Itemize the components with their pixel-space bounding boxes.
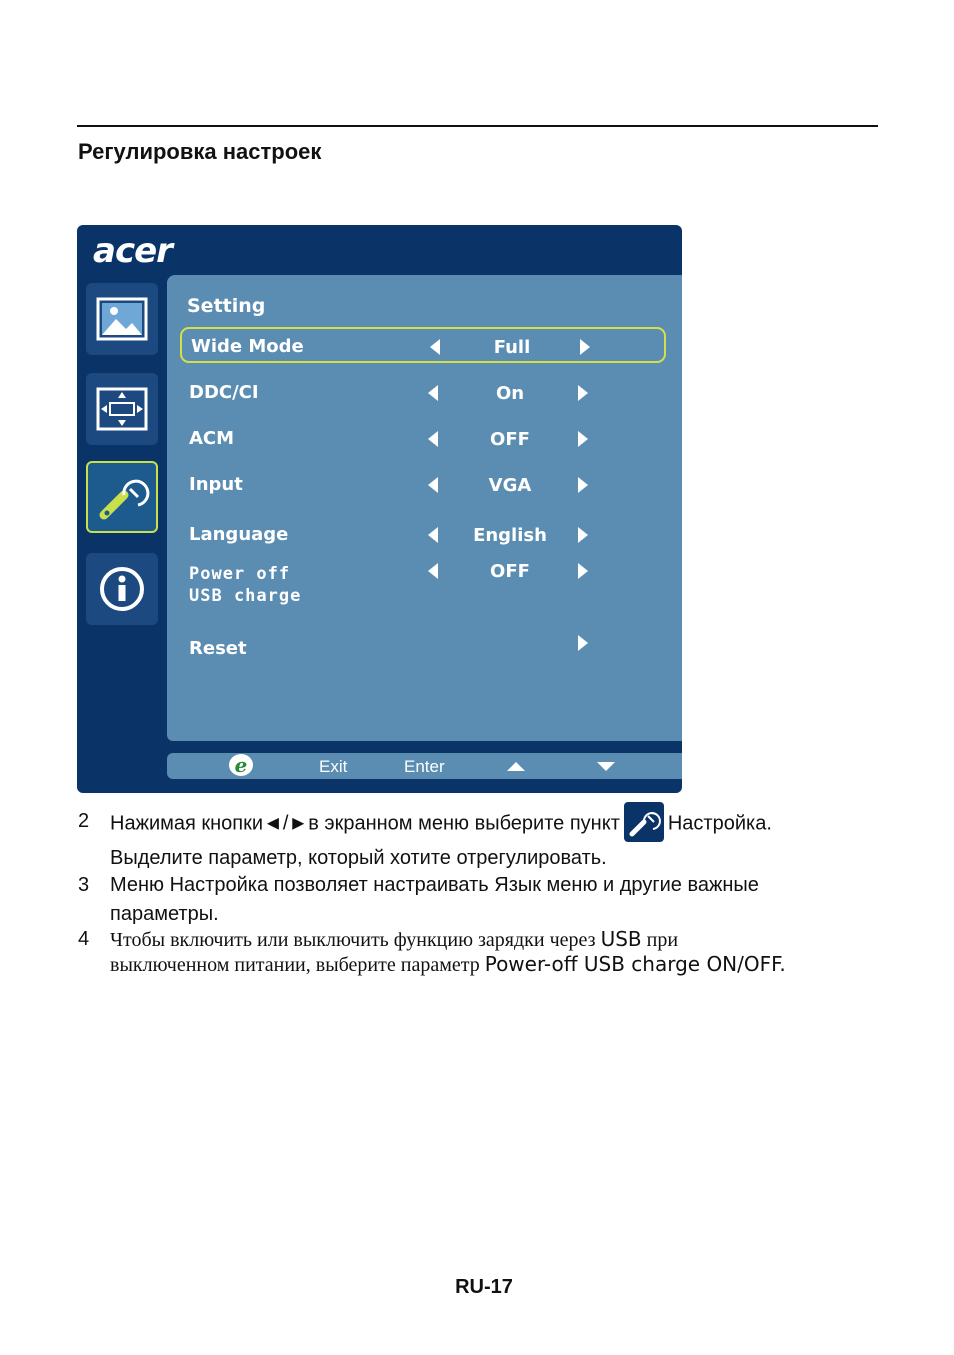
step-4-text-d: выключенном питании, выберите параметр [110, 954, 480, 976]
left-arrow-icon[interactable] [428, 431, 438, 447]
row-label: Input [189, 474, 243, 495]
exit-button[interactable]: Exit [319, 757, 348, 776]
row-value: On [495, 383, 525, 404]
step-2-number: 2 [78, 810, 90, 832]
empowering-e-icon[interactable]: e [229, 754, 253, 776]
row-value: OFF [490, 561, 530, 582]
osd-footer [167, 753, 682, 779]
setting-wrench-icon [624, 802, 664, 842]
sidebar-picture-button[interactable] [86, 283, 158, 355]
up-arrow-icon[interactable] [507, 762, 525, 771]
left-arrow-icon[interactable] [428, 563, 438, 579]
row-value: OFF [490, 429, 530, 450]
row-reset[interactable] [180, 631, 666, 667]
step-4-text-a: Чтобы включить или выключить функцию зарядки через [110, 929, 596, 951]
step-2-text-after: Настройка. [667, 812, 772, 835]
step-2-line-1 [110, 804, 772, 844]
acer-logo: acer [93, 231, 172, 271]
step-4-text-usb: USB [600, 927, 642, 951]
step-4-number: 4 [78, 928, 90, 950]
step-2-text-middle: в экранном меню выберите пункт [308, 812, 620, 835]
step-3-line-1: Меню Настройка позволяет настраивать Язык меню и другие важные [110, 874, 759, 896]
page-number: RU-17 [455, 1276, 513, 1298]
down-arrow-icon[interactable] [597, 762, 615, 771]
left-arrow-icon[interactable] [430, 339, 440, 355]
panel-title: Setting [187, 295, 266, 317]
row-language[interactable] [180, 517, 666, 553]
left-arrow-icon[interactable] [428, 477, 438, 493]
row-input[interactable] [180, 467, 666, 503]
wrench-icon [94, 469, 154, 529]
step-4-text-option: Power-off USB charge ON/OFF. [484, 952, 786, 976]
sidebar-position-button[interactable] [86, 373, 158, 445]
step-3-number: 3 [78, 874, 90, 896]
row-ddc-ci[interactable] [180, 375, 666, 411]
row-label: Wide Mode [191, 336, 304, 357]
sidebar-info-button[interactable] [86, 553, 158, 625]
info-icon [92, 559, 152, 619]
left-arrow-icon[interactable] [428, 527, 438, 543]
osd-menu [77, 225, 682, 793]
row-value: Full [493, 337, 531, 358]
row-label [189, 563, 301, 607]
row-wide-mode[interactable] [180, 327, 666, 363]
picture-icon [92, 289, 152, 349]
step-4-text-c: при [646, 929, 679, 951]
position-icon [92, 379, 152, 439]
left-arrow-icon[interactable] [428, 385, 438, 401]
sidebar-setting-button[interactable] [86, 461, 158, 533]
step-2-arrows: ◄/► [263, 812, 309, 835]
row-label: ACM [189, 428, 235, 449]
settings-panel [167, 275, 682, 741]
row-value: English [473, 525, 547, 546]
row-label: Language [189, 524, 289, 545]
right-arrow-icon[interactable] [578, 563, 588, 579]
right-arrow-icon[interactable] [578, 477, 588, 493]
row-label: Reset [189, 638, 247, 659]
row-label: DDC/CI [189, 382, 259, 403]
right-arrow-icon[interactable] [578, 385, 588, 401]
row-power-off-usb-charge[interactable] [180, 561, 666, 613]
row-value: VGA [488, 475, 532, 496]
right-arrow-icon[interactable] [580, 339, 590, 355]
right-arrow-icon[interactable] [578, 527, 588, 543]
top-rule [77, 125, 878, 127]
enter-button[interactable]: Enter [404, 757, 445, 776]
right-arrow-icon[interactable] [578, 635, 588, 651]
step-2-text-before: Нажимая кнопки [110, 812, 264, 835]
step-4-line-1 [110, 927, 678, 953]
right-arrow-icon[interactable] [578, 431, 588, 447]
row-acm[interactable] [180, 421, 666, 457]
section-title: Регулировка настроек [78, 139, 322, 164]
row-label-line1: Power off [189, 564, 291, 584]
step-2-line-2: Выделите параметр, который хотите отрегулировать. [110, 847, 607, 869]
row-label-line2: USB charge [189, 586, 302, 606]
step-4-line-2 [110, 952, 786, 978]
step-3-line-2: параметры. [110, 903, 219, 925]
